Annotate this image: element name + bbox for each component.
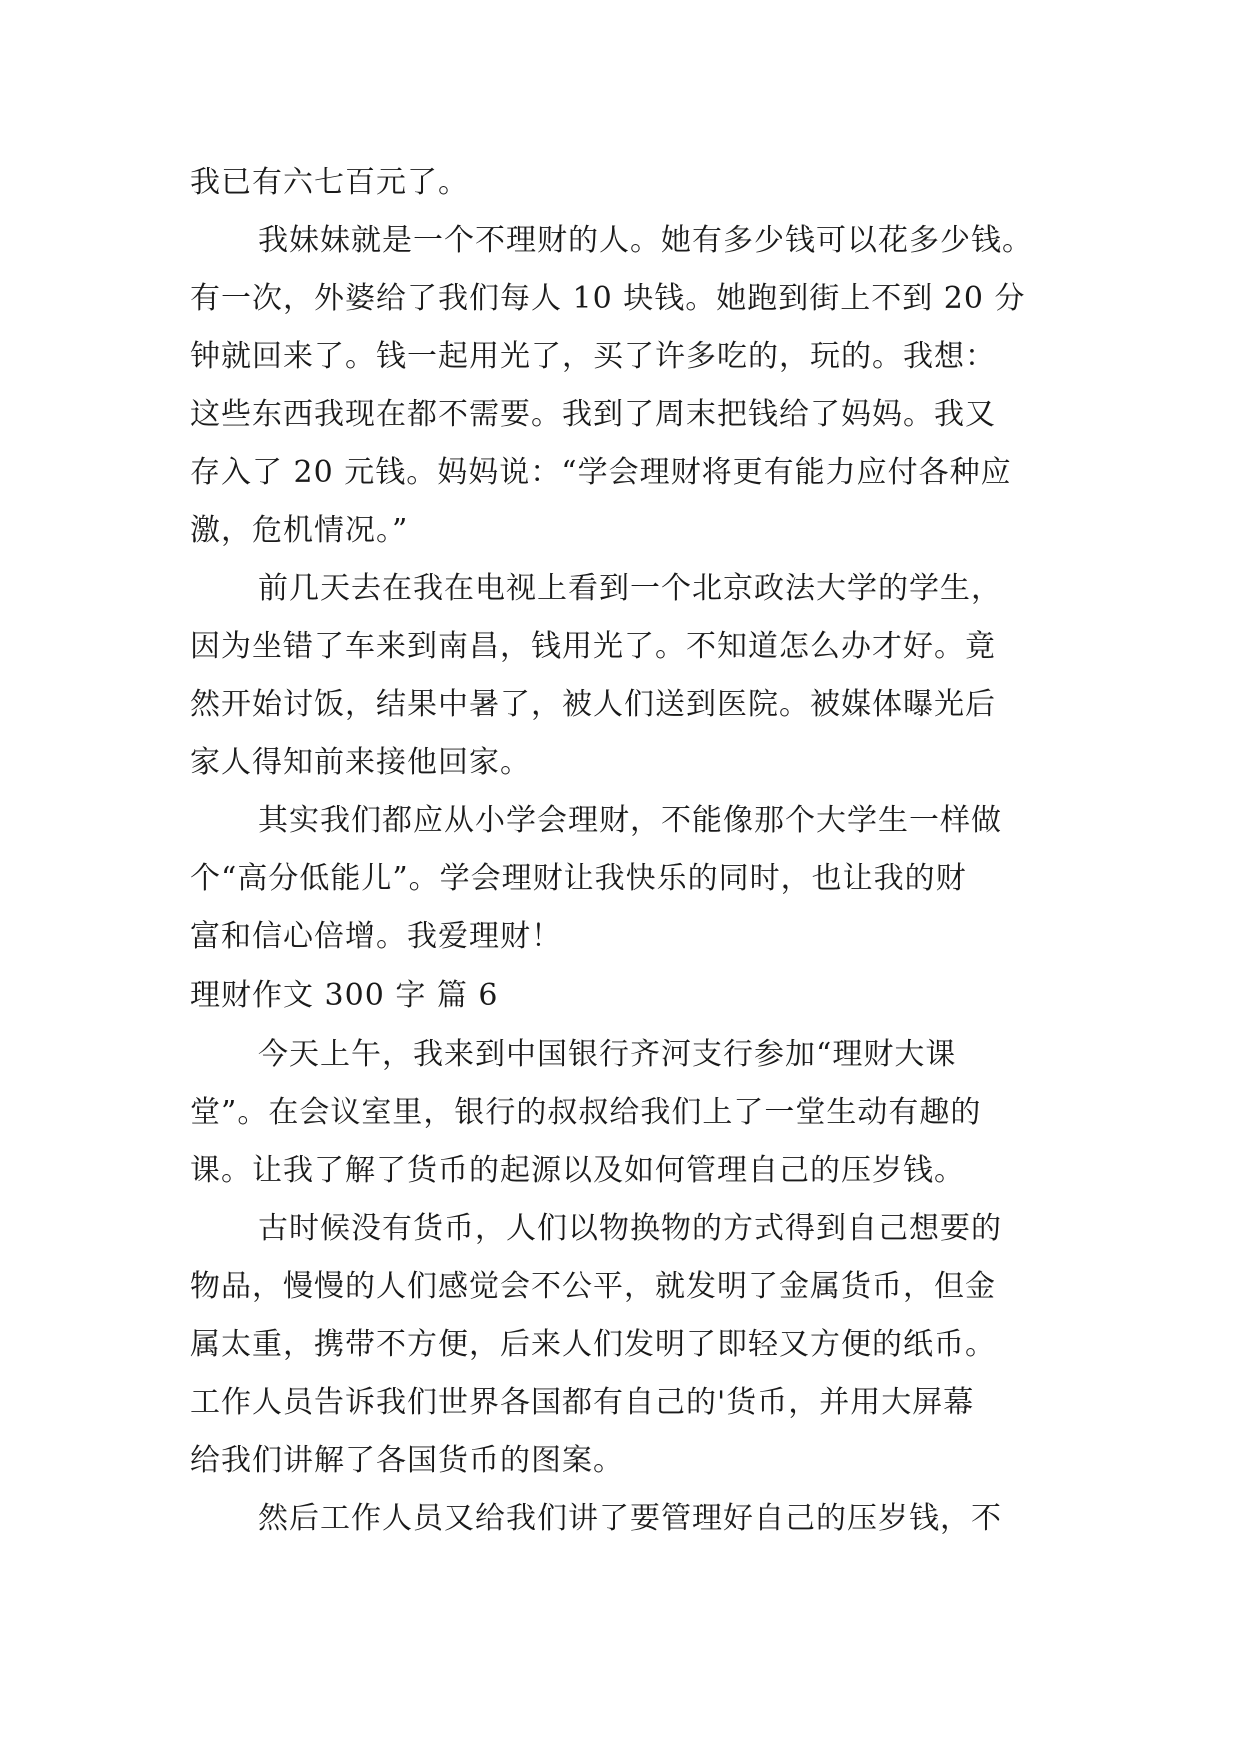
text-line: 工作人员告诉我们世界各国都有自己的'货币，并用大屏幕 bbox=[190, 1385, 975, 1420]
text-line: 属太重，携带不方便，后来人们发明了即轻又方便的纸币。 bbox=[190, 1327, 996, 1362]
text-line: 然开始讨饭，结果中暑了，被人们送到医院。被媒体曝光后 bbox=[190, 687, 996, 722]
text-line: 前几天去在我在电视上看到一个北京政法大学的学生， bbox=[258, 571, 1002, 606]
text-line: 物品，慢慢的人们感觉会不公平，就发明了金属货币，但金 bbox=[190, 1269, 996, 1304]
text-line: 我已有六七百元了。 bbox=[190, 165, 469, 200]
text-line: 个“高分低能儿”。学会理财让我快乐的同时，也让我的财 bbox=[190, 861, 967, 896]
text-line: 课。让我了解了货币的起源以及如何管理自己的压岁钱。 bbox=[190, 1153, 965, 1188]
text-line: 这些东西我现在都不需要。我到了周末把钱给了妈妈。我又 bbox=[190, 397, 996, 432]
text-line: 然后工作人员又给我们讲了要管理好自己的压岁钱，不 bbox=[258, 1501, 1002, 1536]
text-line: 我妹妹就是一个不理财的人。她有多少钱可以花多少钱。 bbox=[258, 223, 1033, 258]
text-line: 有一次，外婆给了我们每人 10 块钱。她跑到街上不到 20 分 bbox=[190, 281, 1026, 316]
document-body bbox=[190, 154, 1070, 1548]
text-line: 堂”。在会议室里，银行的叔叔给我们上了一堂生动有趣的 bbox=[190, 1095, 982, 1130]
section-heading: 理财作文 300 字 篇 6 bbox=[190, 978, 499, 1013]
text-line: 其实我们都应从小学会理财，不能像那个大学生一样做 bbox=[258, 803, 1002, 838]
text-line: 存入了 20 元钱。妈妈说：“学会理财将更有能力应付各种应 bbox=[190, 455, 1012, 490]
text-line: 家人得知前来接他回家。 bbox=[190, 745, 531, 780]
text-line: 古时候没有货币，人们以物换物的方式得到自己想要的 bbox=[258, 1211, 1002, 1246]
text-line: 富和信心倍增。我爱理财！ bbox=[190, 919, 562, 954]
text-line: 钟就回来了。钱一起用光了，买了许多吃的，玩的。我想： bbox=[190, 339, 996, 374]
text-line: 给我们讲解了各国货币的图案。 bbox=[190, 1443, 624, 1478]
text-line: 激，危机情况。” bbox=[190, 513, 409, 548]
text-line: 今天上午，我来到中国银行齐河支行参加“理财大课 bbox=[258, 1037, 957, 1072]
text-line: 因为坐错了车来到南昌，钱用光了。不知道怎么办才好。竟 bbox=[190, 629, 996, 664]
